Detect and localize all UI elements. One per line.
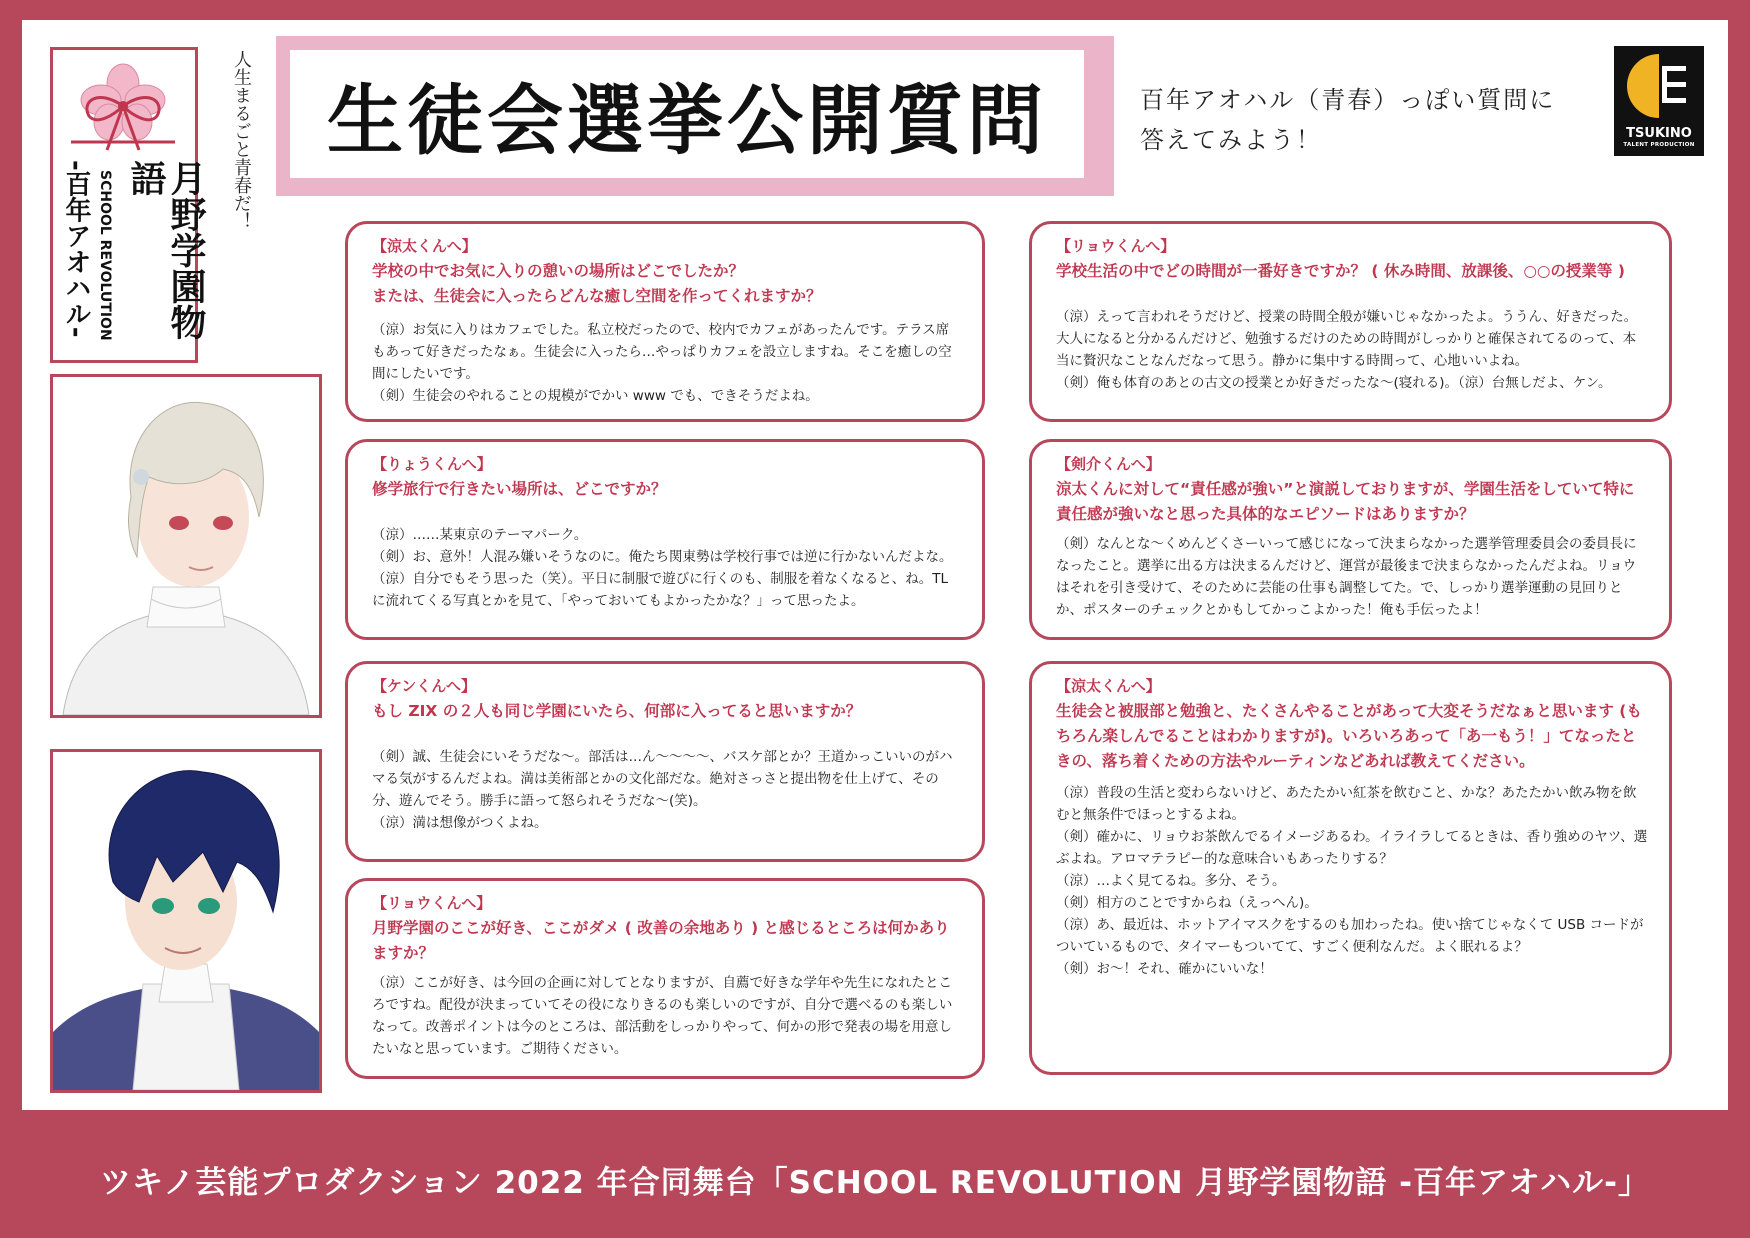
answer-line: （涼）普段の生活と変わらないけど、あたたかい紅茶を飲むこと、かな？あたたかい飲み物を飲むと無条件でほっとするよね。 — [1056, 785, 1637, 823]
answer-line: （剣）俺も体育のあとの古文の授業とか好きだったな～(寝れる)。（涼）台無しだよ、ケン。 — [1056, 375, 1612, 391]
sakura-ribbon-icon — [67, 58, 179, 158]
card-question — [372, 699, 962, 724]
card-question — [372, 477, 962, 502]
portrait-ryota — [50, 374, 322, 718]
answer-line: （剣）なんとな～くめんどくさーいって感じになって決まらなかった選挙管理委員会の委員長になったこと。選挙に出る方は決まるんだけど、運営が最後まで決まらなかったんだよね。リョウはそれを引き受けて、そのために芸能の仕事も調整してた。で、しっかり選挙運動の見回りとか、ポスターのチェックとかもしてかっこよかった！俺も手伝ったよ！ — [1056, 536, 1637, 618]
question-line: または、生徒会に入ったらどんな癒し空間を作ってくれますか？ — [372, 287, 822, 305]
qa-card-6 — [1029, 439, 1672, 640]
portrait-ken — [50, 749, 322, 1093]
card-recipient: 【リョウくんへ】 — [1056, 237, 1176, 255]
qa-card-1 — [345, 221, 985, 422]
answer-line: （剣）生徒会のやれることの規模がでかい www でも、できそうだよね。 — [372, 388, 819, 404]
question-line: 月野学園のここが好き、ここがダメ ( 改善の余地あり ) と感じるところは何かありますか？ — [372, 919, 950, 962]
answer-line: （剣）確かに、リョウお茶飲んでるイメージあるわ。イライラしてるときは、香り強めのヤツ、選ぶよね。アロマテラピー的な意味合いもあったりする？ — [1056, 829, 1648, 867]
card-recipient: 【剣介くんへ】 — [1056, 455, 1161, 473]
intro-line-1: 百年アオハル（青春）っぽい質問に — [1140, 86, 1556, 114]
character-portrait-silver-hair — [53, 377, 319, 715]
qa-card-2 — [345, 439, 985, 640]
answer-line: （剣）お～！それ、確かにいいな！ — [1056, 961, 1273, 977]
title-band — [276, 36, 1114, 196]
card-recipient: 【涼太くんへ】 — [1056, 677, 1161, 695]
card-answer — [372, 524, 962, 612]
question-line: 学校の中でお気に入りの憩いの場所はどこでしたか？ — [372, 262, 745, 280]
card-question — [1056, 477, 1649, 527]
card-question — [372, 259, 962, 309]
card-question — [372, 916, 962, 966]
logo-title: 月野学園物語 — [125, 160, 206, 340]
card-question — [1056, 259, 1649, 284]
question-line: 生徒会と被服部と勉強と、たくさんやることがあって大変そうだなぁと思います (もちろん楽しんでることはわかりますが)。いろいろあって「あ一もう！」てなったときの、落ち着くための方法やルーティンなどあれば教えてください。 — [1056, 702, 1642, 770]
card-recipient: 【ケンくんへ】 — [372, 677, 476, 695]
card-answer — [1056, 533, 1649, 621]
answer-line: （剣）相方のことですからね（えっへん)。 — [1056, 895, 1318, 911]
answer-line: （涼）ここが好き、は今回の企画に対してとなりますが、自薦で好きな学年や先生になれたところですね。配役が決まっていてその役になりきるのも楽しいのですが、自分で選べるのも楽しいなって。改善ポイントは今のところは、部活動をしっかりやって、何かの形で発表の場を用意したいなと思っています。ご期待ください。 — [372, 975, 953, 1057]
qa-card-3 — [345, 661, 985, 862]
card-recipient: 【リョウくんへ】 — [372, 894, 492, 912]
series-logo — [50, 47, 206, 363]
intro-text — [1140, 80, 1600, 160]
answer-line: （涼）あ、最近は、ホットアイマスクをするのも加わったね。使い捨てじゃなくて USB コードがついているもので、タイマーもついてて、すごく便利なんだ。よく眠れるよ？ — [1056, 917, 1644, 955]
answer-line: （涼）…よく見てるね。多分、そう。 — [1056, 873, 1286, 889]
answer-line: （涼）満は想像がつくよね。 — [372, 815, 548, 831]
logo-subtitle: -百年アオハル- — [61, 160, 91, 338]
tsukino-logo — [1614, 46, 1704, 156]
card-answer — [372, 319, 962, 407]
card-answer — [1056, 782, 1649, 980]
tagline: 人生まるごと青春だ！ — [231, 50, 252, 230]
brand-sub: TALENT PRODUCTION — [1623, 142, 1695, 148]
logo-school-revolution: SCHOOL REVOLUTION — [97, 170, 113, 341]
character-portrait-blue-hair — [53, 752, 319, 1090]
brand-name: TSUKINO — [1626, 126, 1692, 141]
answer-line: （涼）……某東京のテーマパーク。 — [372, 527, 588, 543]
qa-card-7 — [1029, 661, 1672, 1075]
card-answer — [372, 972, 962, 1060]
question-line: 涼太くんに対して“責任感が強い”と演説しておりますが、学園生活をしていて特に責任感が強いなと思った具体的なエピソードはありますか？ — [1056, 480, 1635, 523]
answer-line: （剣）お、意外！人混み嫌いそうなのに。俺たち関東勢は学校行事では逆に行かないんだよな。 — [372, 549, 953, 565]
answer-line: （涼）自分でもそう思った（笑）。平日に制服で遊びに行くのも、制服を着なくなると、ね。TL に流れてくる写真とかを見て、「やっておいてもよかったかな？」って思ったよ。 — [372, 571, 949, 609]
footer-banner — [0, 1120, 1750, 1238]
qa-card-4 — [345, 878, 985, 1079]
tsukino-mark-icon — [1614, 46, 1704, 126]
card-recipient: 【涼太くんへ】 — [372, 237, 477, 255]
question-line: 学校生活の中でどの時間が一番好きですか？ ( 休み時間、放課後、○○の授業等 ) — [1056, 262, 1625, 280]
card-recipient: 【りょうくんへ】 — [372, 455, 492, 473]
card-answer — [372, 746, 962, 834]
card-question — [1056, 699, 1649, 774]
intro-line-2: 答えてみよう！ — [1140, 126, 1322, 154]
qa-card-5 — [1029, 221, 1672, 422]
page-title: 生徒会選挙公開質問 — [290, 50, 1084, 178]
question-line: 修学旅行で行きたい場所は、どこですか？ — [372, 480, 667, 498]
answer-line: （涼）えって言われそうだけど、授業の時間全般が嫌いじゃなかったよ。ううん、好きだった。大人になると分かるんだけど、勉強するだけのための時間がしっかりと確保されてるのって、本当に贅沢なことなんだなって思う。静かに集中する時間って、心地いいよね。 — [1056, 309, 1638, 369]
answer-line: （涼）お気に入りはカフェでした。私立校だったので、校内でカフェがあったんです。テラス席もあって好きだったなぁ。生徒会に入ったら…やっぱりカフェを設立しますね。そこを癒しの空間にしたいです。 — [372, 322, 952, 382]
footer-text: ツキノ芸能プロダクション 2022 年合同舞台「SCHOOL REVOLUTION 月野学園物語 -百年アオハル-」 — [100, 1164, 1650, 1201]
answer-line: （剣）誠、生徒会にいそうだな～。部活は…ん～～～～、バスケ部とか？王道かっこいいのがハマる気がするんだよね。満は美術部とかの文化部だな。絶対さっさと提出物を仕上げて、その分、遊んでそう。勝手に語って怒られそうだな～(笑)。 — [372, 749, 953, 809]
card-answer — [1056, 306, 1649, 394]
question-line: もし ZIX の２人も同じ学園にいたら、何部に入ってると思いますか？ — [372, 702, 862, 720]
